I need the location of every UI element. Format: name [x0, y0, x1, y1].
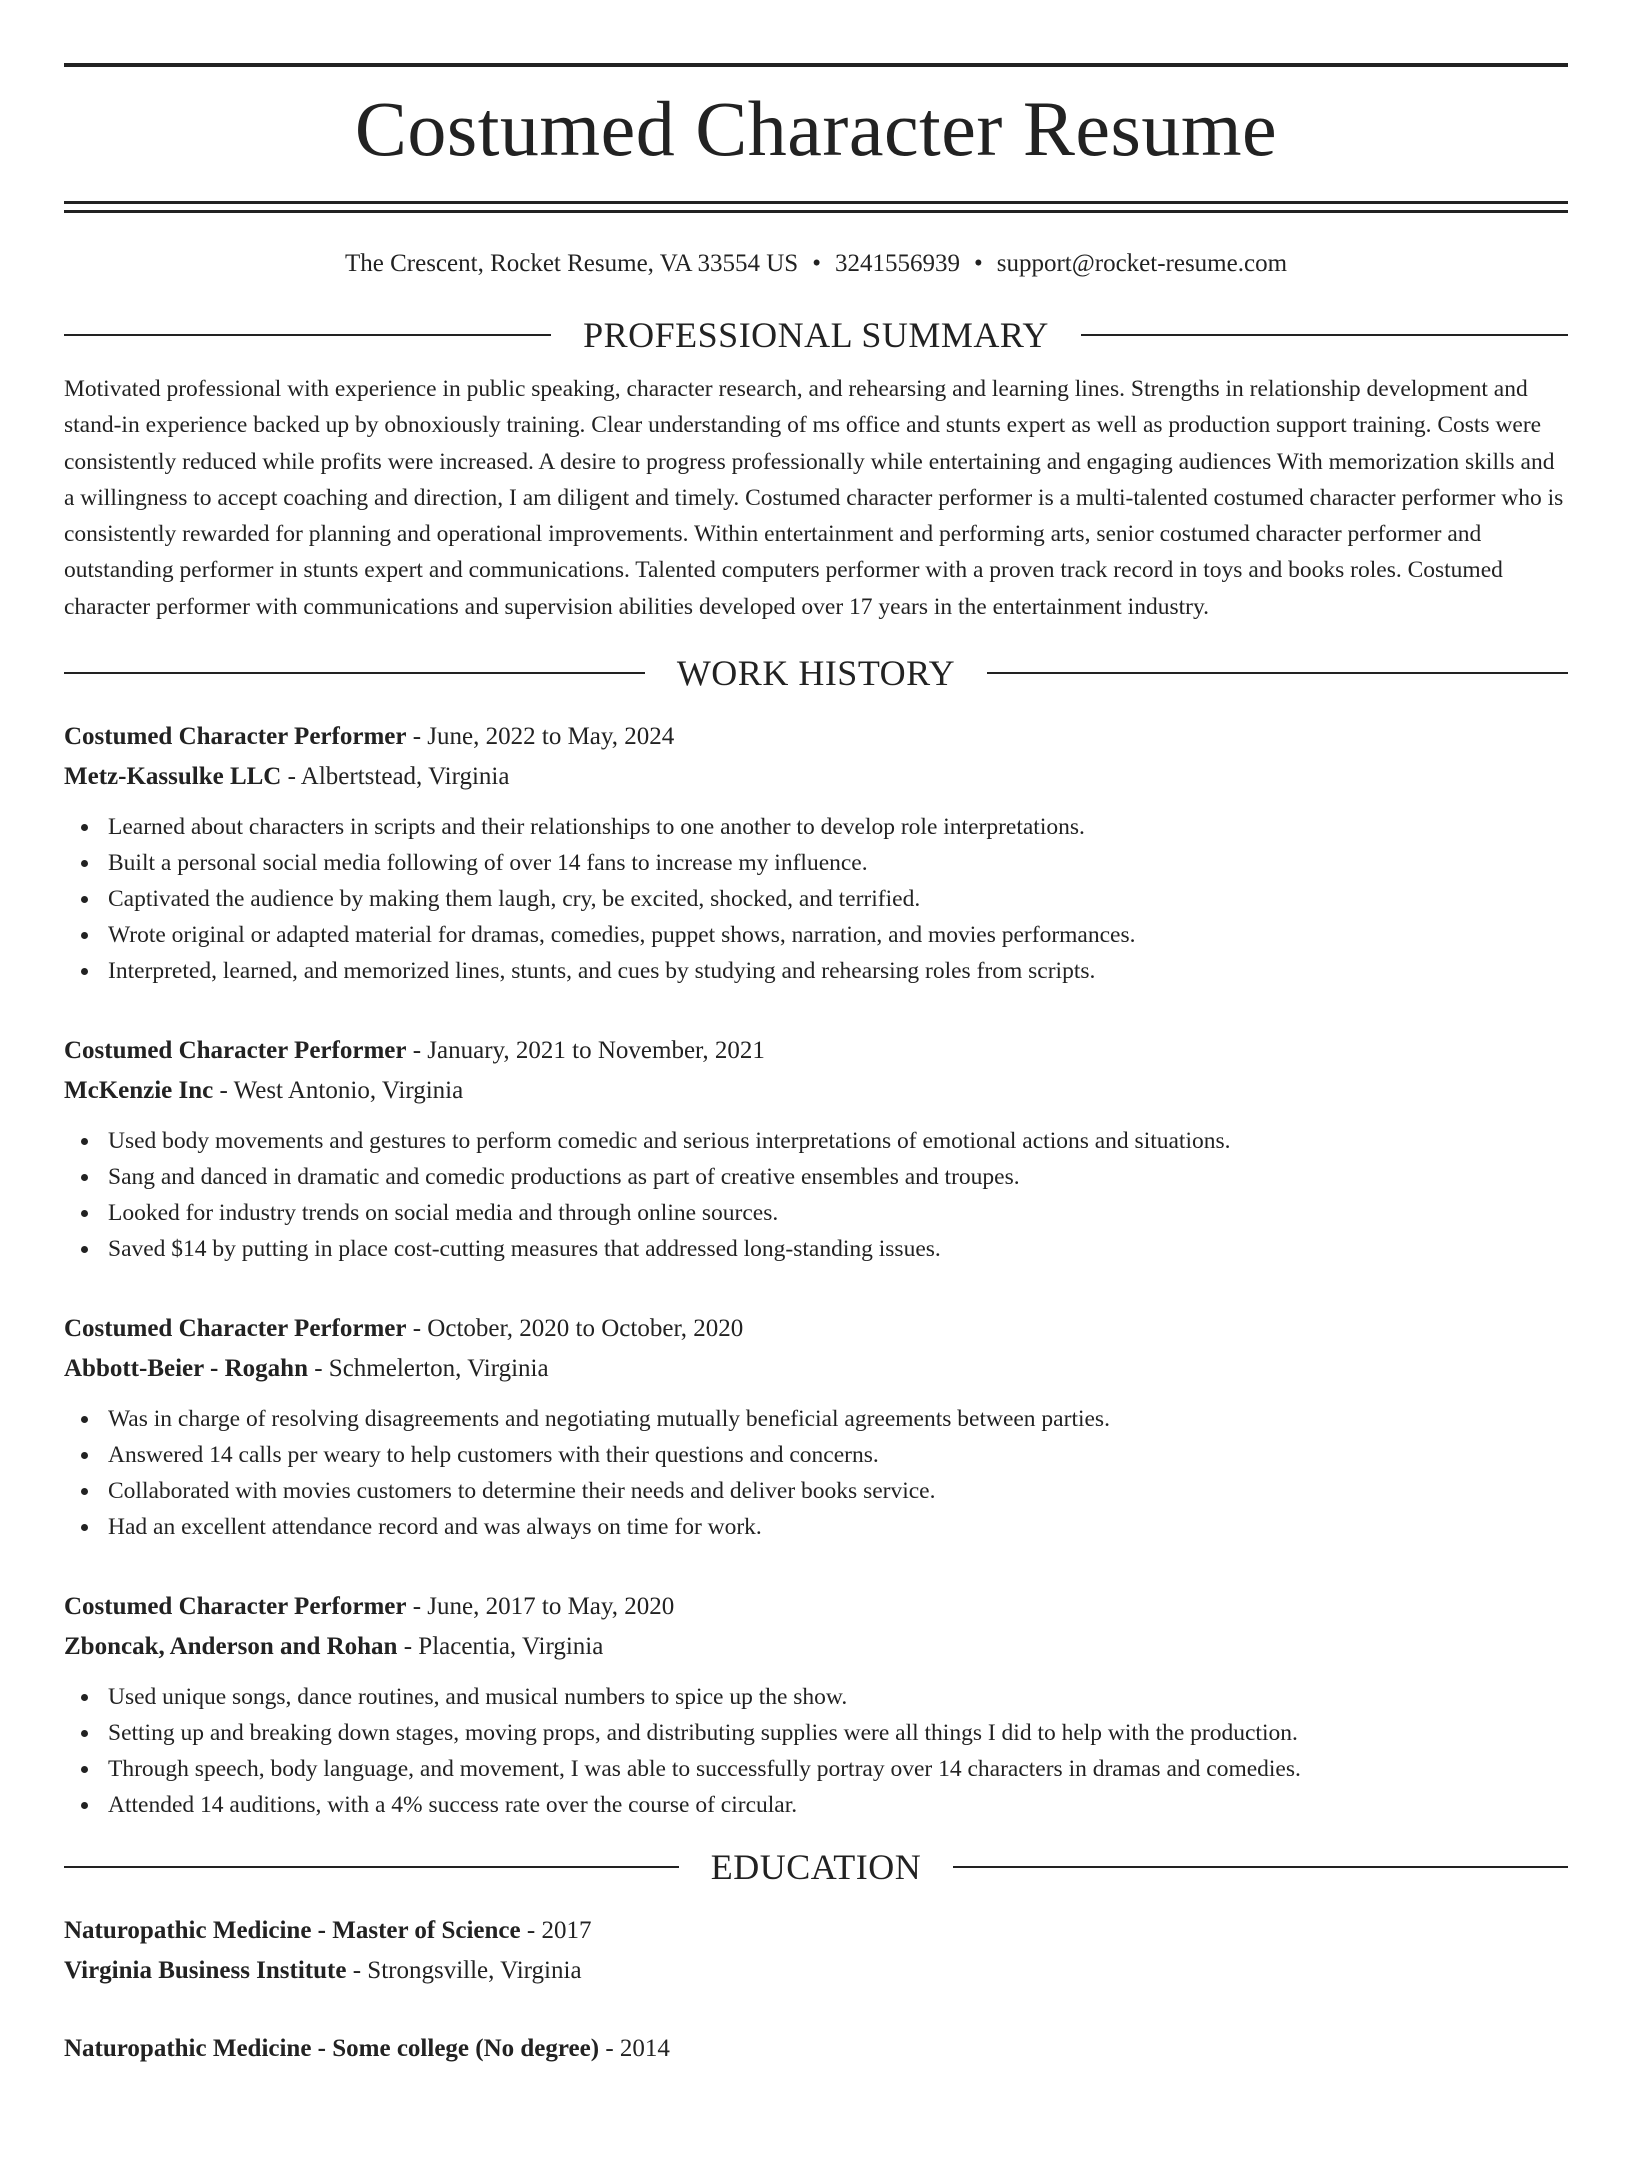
education-school: Virginia Business Institute: [64, 1957, 347, 1985]
work-heading: WORK HISTORY: [676, 653, 956, 694]
education-degree: Naturopathic Medicine - Some college (No degree): [64, 2035, 600, 2063]
education-entry: [64, 1911, 1568, 1991]
job-title: Costumed Character Performer: [64, 1315, 407, 1343]
job-bullets: [64, 809, 1568, 989]
job-title-line: [64, 1309, 1568, 1349]
resume-title: Costumed Character Resume: [354, 85, 1278, 172]
heading-rule-right: [1081, 334, 1568, 336]
title-rule-lower: [64, 210, 1568, 213]
contact-address: The Crescent, Rocket Resume, VA 33554 US: [344, 250, 799, 277]
job-bullet: Looked for industry trends on social media and through online sources.: [108, 1195, 1568, 1231]
job-location: - Placentia, Virginia: [397, 1633, 604, 1661]
job-title-line: [64, 1587, 1568, 1627]
job-dates: - June, 2022 to May, 2024: [406, 723, 675, 751]
job-title: Costumed Character Performer: [64, 1593, 407, 1621]
contact-phone: 3241556939: [834, 250, 960, 277]
job-bullet: Captivated the audience by making them laugh, cry, be excited, shocked, and terrified.: [108, 881, 1568, 917]
education-degree-line: [64, 1911, 1568, 1951]
job-bullet: Wrote original or adapted material for dramas, comedies, puppet shows, narration, and movies performances.: [108, 917, 1568, 953]
job-bullet: Answered 14 calls per weary to help customers with their questions and concerns.: [108, 1437, 1568, 1473]
contact-separator: •: [812, 250, 821, 277]
job-bullet: Learned about characters in scripts and their relationships to one another to develop role interpretations.: [108, 809, 1568, 845]
job-entry: [64, 717, 1568, 989]
job-bullet: Attended 14 auditions, with a 4% success rate over the course of circular.: [108, 1787, 1568, 1823]
education-entry: [64, 2029, 1568, 2069]
heading-rule-left: [64, 334, 551, 336]
job-title: Costumed Character Performer: [64, 1037, 407, 1065]
education-school-line: [64, 1951, 1568, 1991]
job-company: Abbott-Beier - Rogahn: [64, 1355, 308, 1383]
job-bullet: Built a personal social media following of over 14 fans to increase my influence.: [108, 845, 1568, 881]
job-location: - Schmelerton, Virginia: [307, 1355, 549, 1383]
job-location: - Albertstead, Virginia: [281, 763, 510, 791]
job-bullet: Had an excellent attendance record and was always on time for work.: [108, 1509, 1568, 1545]
education-year: - 2014: [599, 2035, 670, 2063]
job-company: Metz-Kassulke LLC: [64, 763, 282, 791]
job-title-line: [64, 717, 1568, 757]
job-entry: [64, 1031, 1568, 1267]
work-section-heading: [64, 651, 1568, 695]
job-bullet: Collaborated with movies customers to determine their needs and deliver books service.: [108, 1473, 1568, 1509]
education-location: - Strongsville, Virginia: [346, 1957, 582, 1985]
education-degree: Naturopathic Medicine - Master of Science: [64, 1917, 521, 1945]
resume-page: [0, 63, 1632, 2175]
job-entry: [64, 1587, 1568, 1823]
title-rule-upper: [64, 201, 1568, 204]
job-company: McKenzie Inc: [64, 1077, 214, 1105]
education-year: - 2017: [520, 1917, 592, 1945]
job-company-line: [64, 757, 1568, 797]
summary-heading: PROFESSIONAL SUMMARY: [583, 315, 1049, 355]
heading-rule-left: [64, 672, 645, 674]
job-bullet: Was in charge of resolving disagreements and negotiating mutually beneficial agreements between parties.: [108, 1401, 1568, 1437]
job-bullet: Saved $14 by putting in place cost-cutting measures that addressed long-standing issues.: [108, 1231, 1568, 1267]
job-company-line: [64, 1349, 1568, 1389]
job-bullets: [64, 1123, 1568, 1267]
contact-line: [64, 249, 1568, 279]
job-company-line: [64, 1071, 1568, 1111]
job-bullets: [64, 1401, 1568, 1545]
job-dates: - June, 2017 to May, 2020: [406, 1593, 675, 1621]
job-bullets: [64, 1679, 1568, 1823]
job-entry: [64, 1309, 1568, 1545]
summary-text: Motivated professional with experience in public speaking, character research, and rehearsing and learning lines. Strengths in relationship development and stand-in experience backed up by obnoxiously training. Clear understanding of ms office and stunts expert as well as production support training. Costs were consistently reduced while profits were increased. A desire to progress professionally while entertaining and engaging audiences With memorization skills and a willingness to accept coaching and direction, I am diligent and timely. Costumed character performer is a multi-talented costumed character performer who is consistently rewarded for planning and operational improvements. Within entertainment and performing arts, senior costumed character performer and outstanding performer in stunts expert and communications. Talented computers performer with a proven track record in toys and books roles. Costumed character performer with communications and supervision abilities developed over 17 years in the entertainment industry.: [64, 376, 1564, 620]
job-bullet: Used unique songs, dance routines, and musical numbers to spice up the show.: [108, 1679, 1568, 1715]
job-title-line: [64, 1031, 1568, 1071]
job-title: Costumed Character Performer: [64, 723, 407, 751]
job-company: Zboncak, Anderson and Rohan: [64, 1633, 398, 1661]
job-bullet: Setting up and breaking down stages, moving props, and distributing supplies were all things I did to help with the production.: [108, 1715, 1568, 1751]
job-dates: - October, 2020 to October, 2020: [406, 1315, 744, 1343]
contact-separator: •: [973, 250, 983, 277]
summary-section-heading: [64, 313, 1568, 357]
heading-rule-right: [953, 1866, 1568, 1868]
education-section-heading: [64, 1845, 1568, 1889]
job-bullet: Interpreted, learned, and memorized lines, stunts, and cues by studying and rehearsing roles from scripts.: [108, 953, 1568, 989]
job-location: - West Antonio, Virginia: [213, 1077, 464, 1105]
job-bullet: Through speech, body language, and movement, I was able to successfully portray over 14 characters in dramas and comedies.: [108, 1751, 1568, 1787]
contact-email: support@rocket-resume.com: [996, 250, 1288, 277]
job-bullet: Used body movements and gestures to perform comedic and serious interpretations of emotional actions and situations.: [108, 1123, 1568, 1159]
education-degree-line: [64, 2029, 1568, 2069]
job-dates: - January, 2021 to November, 2021: [406, 1037, 765, 1065]
heading-rule-right: [987, 672, 1568, 674]
job-company-line: [64, 1627, 1568, 1667]
job-bullet: Sang and danced in dramatic and comedic productions as part of creative ensembles and troupes.: [108, 1159, 1568, 1195]
education-heading: EDUCATION: [710, 1847, 922, 1888]
heading-rule-left: [64, 1866, 679, 1868]
